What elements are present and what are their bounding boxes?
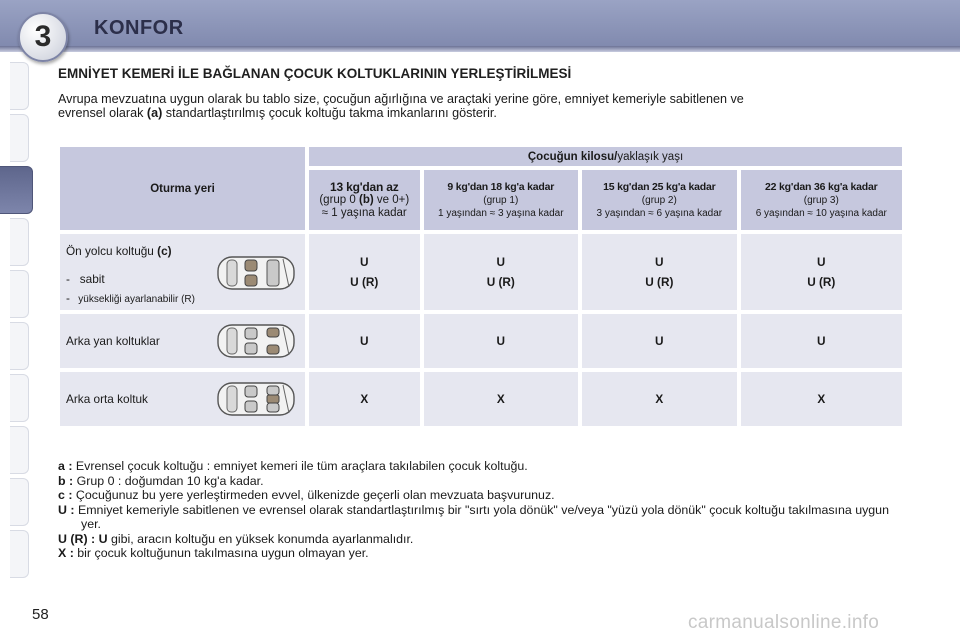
side-tab[interactable] <box>10 322 29 370</box>
col2-age: 1 yaşından ≈ 3 yaşına kadar <box>437 207 564 219</box>
weight-header-bold: Çocuğun kilosu/ <box>527 150 618 163</box>
footnote-c: c : Çocuğunuz bu yere yerleştirmeden evvel, ülkenizde geçerli olan mevzuata başvurunuz. <box>58 488 555 502</box>
row-label-rear-side <box>60 314 305 368</box>
chapter-number-badge: 3 <box>18 12 68 62</box>
chapter-side-tabs <box>0 62 34 572</box>
footnote-ur: U (R) : U gibi, aracın koltuğu en yüksek konumda ayarlanmalıdır. <box>58 531 414 546</box>
weight-age-header <box>309 147 902 166</box>
cell-rear-center-col1: X <box>309 372 420 426</box>
side-tab[interactable] <box>10 218 29 266</box>
intro-paragraph <box>58 92 908 120</box>
col3-age: 3 yaşından ≈ 6 yaşına kadar <box>596 207 723 219</box>
row-label-front-passenger <box>60 234 305 310</box>
intro-line1: Avrupa mevzuatına uygun olarak bu tablo size, çocuğun ağırlığına ve araçtaki yerine göre, emniyet kemeriyle sabitlenen ve <box>58 92 744 106</box>
column-header-group3 <box>741 170 902 230</box>
col3-group: (grup 2) <box>641 194 677 206</box>
front-passenger-label: Ön yolcu koltuğu (c) <box>66 244 172 258</box>
side-tab[interactable] <box>10 374 29 422</box>
cell-rear-side-col1: U <box>309 314 420 368</box>
seat-position-header: Oturma yeri <box>60 147 305 230</box>
cell-rear-center-col2: X <box>424 372 579 426</box>
footnote-a: a : Evrensel çocuk koltuğu : emniyet kemeri ile tüm araçlara takılabilen çocuk koltuğu. <box>58 459 528 473</box>
col4-age: 6 yaşından ≈ 10 yaşına kadar <box>755 207 887 219</box>
footnotes <box>58 459 908 561</box>
side-tab[interactable] <box>10 426 29 474</box>
col3-title: 15 kg'dan 25 kg'a kadar <box>603 180 716 193</box>
car-seat-diagram-icon <box>215 322 297 360</box>
rear-side-label: Arka yan koltuklar <box>66 334 160 348</box>
col2-title: 9 kg'dan 18 kg'a kadar <box>447 180 555 193</box>
cell-rear-side-col4: U <box>741 314 902 368</box>
column-header-group0 <box>309 170 420 230</box>
chapter-title: KONFOR <box>94 17 184 39</box>
side-tab[interactable] <box>10 478 29 526</box>
intro-line2-post: standartlaştırılmış çocuk koltuğu takma imkanlarını gösterir. <box>162 106 497 120</box>
col2-group: (grup 1) <box>483 194 519 206</box>
side-tab[interactable] <box>10 62 29 110</box>
side-tab[interactable] <box>10 530 29 578</box>
option-fixed: - sabit <box>66 272 105 286</box>
footnote-x: X : bir çocuk koltuğunun takılmasına uygun olmayan yer. <box>58 546 369 560</box>
intro-line2-pre: evrensel olarak <box>58 106 147 120</box>
weight-header-rest: yaklaşık yaşı <box>617 150 684 163</box>
row-label-rear-center <box>60 372 305 426</box>
cell-rear-center-col4: X <box>741 372 902 426</box>
cell-front-col1: U U (R) <box>309 234 420 310</box>
option-adjustable: - yüksekliği ayarlanabilir (R) <box>66 291 195 305</box>
section-title: EMNİYET KEMERİ İLE BAĞLANAN ÇOCUK KOLTUKLARININ YERLEŞTİRİLMESİ <box>58 66 572 81</box>
side-tab[interactable] <box>10 114 29 162</box>
cell-rear-side-col3: U <box>582 314 737 368</box>
child-seat-table <box>56 143 906 430</box>
cell-front-col3: U U (R) <box>582 234 737 310</box>
car-seat-diagram-icon <box>215 254 297 292</box>
cell-rear-side-col2: U <box>424 314 579 368</box>
cell-front-col2: U U (R) <box>424 234 579 310</box>
car-seat-diagram-icon <box>215 380 297 418</box>
col1-age: ≈ 1 yaşına kadar <box>321 206 407 219</box>
side-tab[interactable] <box>10 270 29 318</box>
cell-rear-center-col3: X <box>582 372 737 426</box>
col1-group: (grup 0 (b) ve 0+) <box>319 193 410 206</box>
footnote-b: b : Grup 0 : doğumdan 10 kg'a kadar. <box>58 473 264 488</box>
col4-group: (grup 3) <box>803 194 839 206</box>
intro-ref-a: (a) <box>146 106 163 120</box>
header-shadow <box>0 46 960 52</box>
side-tab-active[interactable] <box>0 166 33 214</box>
rear-center-label: Arka orta koltuk <box>66 392 148 406</box>
column-header-group2 <box>582 170 737 230</box>
col4-title: 22 kg'dan 36 kg'a kadar <box>765 180 878 193</box>
column-header-group1 <box>424 170 579 230</box>
cell-front-col4: U U (R) <box>741 234 902 310</box>
col1-title: 13 kg'dan az <box>330 179 399 194</box>
watermark: carmanualsonline.info <box>688 612 880 633</box>
page-number: 58 <box>32 606 49 623</box>
footnote-u: U : Emniyet kemeriyle sabitlenen ve evrensel olarak standartlaştırılmış bir "sırtı yola dönük" ve/veya "yüzü yola dönük" çocuk koltuğu takılmasına uygun yer. <box>58 502 889 531</box>
